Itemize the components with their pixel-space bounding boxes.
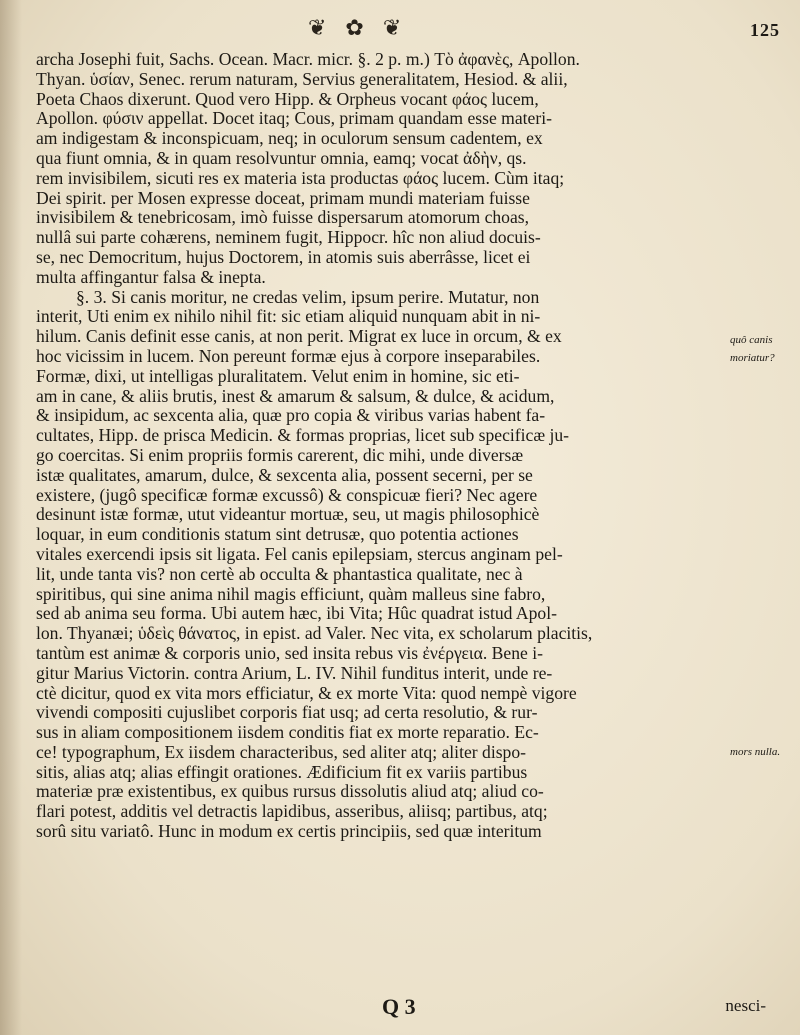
text-line: spiritibus, qui sine anima nihil magis efficiunt, quàm malleus sine fabro, <box>36 584 546 604</box>
text-line: Formæ, dixi, ut intelligas pluralitatem. Velut enim in homine, sic eti- <box>36 366 520 386</box>
text-line: sorû situ variatô. Hunc in modum ex certis principiis, sed quæ interitum <box>36 822 542 842</box>
text-line: ctè dicitur, quod ex vita mors efficiatur, & ex morte Vita: quod nempè vigore <box>36 683 577 703</box>
text-line: Dei spirit. per Mosen expresse doceat, primam mundi materiam fuisse <box>36 188 530 208</box>
text-line: sus in aliam compositionem iisdem conditis fiat ex morte reparatio. Ec- <box>36 723 539 743</box>
text-line: sed ab anima seu forma. Ubi autem hæc, ibi Vita; Hûc quadrat istud Apol- <box>36 604 557 624</box>
text-line: existere, (jugô specificæ formæ excussô) & conspicuæ fieri? Nec agere <box>36 485 538 505</box>
margin-notes <box>726 0 800 1035</box>
text-line <box>36 881 724 901</box>
header-ornament: ❦ ✿ ❦ <box>308 16 408 41</box>
text-line: tantùm est animæ & corporis unio, sed insita rebus vis ἐνέργεια. Bene i- <box>36 643 543 663</box>
text-line <box>36 901 724 921</box>
text-line: cultates, Hipp. de prisca Medicin. & formas proprias, licet sub specificæ ju- <box>36 426 570 446</box>
text-line: gitur Marius Victorin. contra Arium, L. IV. Nihil funditus interit, unde re- <box>36 663 553 683</box>
text-line <box>36 862 724 882</box>
text-line: go coercitas. Si enim propriis formis carerent, dic mihi, unde diversæ <box>36 445 524 465</box>
signature-mark: Q 3 <box>382 994 416 1019</box>
page-header <box>0 10 800 50</box>
section-start-line: §. 3. Si canis moritur, ne credas velim, ipsum perire. Mutatur, non <box>76 287 540 307</box>
text-line: istæ qualitates, amarum, dulce, & sexcenta alia, possent secerni, per se <box>36 465 533 485</box>
text-line: qua fiunt omnia, & in quam resolvuntur omnia, eamq; vocat ἀδὴν, qs. <box>36 148 527 168</box>
text-line: sitis, alias atq; alias effingit orationes. Ædificium fit ex variis partibus <box>36 762 528 782</box>
margin-note: mors nulla. <box>730 746 781 758</box>
text-line: lon. Thyanæi; ὑδεὶς θάνατος, in epist. ad Valer. Nec vita, ex scholarum placitis, <box>36 624 593 644</box>
text-line: se, nec Democritum, hujus Doctorem, in atomis suis aberrâsse, licet ei <box>36 247 531 267</box>
text-line: rem invisibilem, sicuti res ex materia ista productas φάος lucem. Cùm itaq; <box>36 168 565 188</box>
margin-note: quô canis <box>730 334 773 346</box>
text-line: materiæ præ existentibus, ex quibus rursus dissolutis aliud atq; aliud co- <box>36 782 544 802</box>
text-line: hilum. Canis definit esse canis, at non perit. Migrat ex luce in orcum, & ex <box>36 327 562 347</box>
text-line: loquar, in eum conditionis statum sint detrusæ, quo potentia actiones <box>36 525 519 545</box>
text-line <box>36 941 724 961</box>
text-line: multa affingantur falsa & inepta. <box>36 267 266 287</box>
text-line: am in cane, & aliis brutis, inest & amarum & salsum, & dulce, & acidum, <box>36 386 555 406</box>
text-line: vivendi compositi cujuslibet corporis fiat usq; ad certa resolutio, & rur- <box>36 703 538 723</box>
text-line: vitales exercendi ipsis sit ligata. Fel canis epilepsiam, stercus anginam pel- <box>36 544 563 564</box>
body-text <box>36 50 724 961</box>
text-line <box>36 921 724 941</box>
text-line: invisibilem & tenebricosam, imò fuisse dispersarum atomorum choas, <box>36 208 530 228</box>
text-line: hoc vicissim in lucem. Non pereunt formæ ejus à corpore inseparabiles. <box>36 346 541 366</box>
text-line: archa Josephi fuit, Sachs. Ocean. Macr. micr. §. 2 p. m.) Τὸ ἀφανὲς, Apollon. <box>36 50 580 69</box>
catchword: nesci- <box>725 996 766 1015</box>
margin-note: moriatur? <box>730 352 775 364</box>
text-line: nullâ sui parte cohærens, neminem fugit, Hippocr. hîc non aliud docuis- <box>36 228 541 248</box>
text-line: Poeta Chaos dixerunt. Quod vero Hipp. & Orpheus vocant φάος lucem, <box>36 89 539 109</box>
text-line: Thyan. ὑσίαν, Senec. rerum naturam, Servius generalitatem, Hesiod. & alii, <box>36 69 568 89</box>
text-line: & insipidum, ac sexcenta alia, quæ pro copia & viribus varias habent fa- <box>36 406 546 426</box>
page-number: 125 <box>750 20 780 40</box>
text-line: desinunt istæ formæ, utut videantur mortuæ, seu, ut magis philosophicè <box>36 505 540 525</box>
spine-shadow <box>0 0 22 1035</box>
text-line: interit, Uti enim ex nihilo nihil fit: sic etiam aliquid nunquam abit in ni- <box>36 307 541 327</box>
text-line: Apollon. φύσιν appellat. Docet itaq; Cous, primam quandam esse materi- <box>36 109 552 129</box>
text-line: ce! typographum, Ex iisdem characteribus, sed aliter atq; aliter dispo- <box>36 742 527 762</box>
text-line: lit, unde tanta vis? non certè ab occulta & phantastica qualitate, nec à <box>36 564 523 584</box>
text-line: flari potest, additis vel detractis lapidibus, asseribus, aliisq; partibus, atq; <box>36 802 548 822</box>
text-line <box>36 842 724 862</box>
page-footer <box>0 992 800 1032</box>
text-line: am indigestam & inconspicuam, neq; in oculorum sensum cadentem, ex <box>36 129 543 149</box>
